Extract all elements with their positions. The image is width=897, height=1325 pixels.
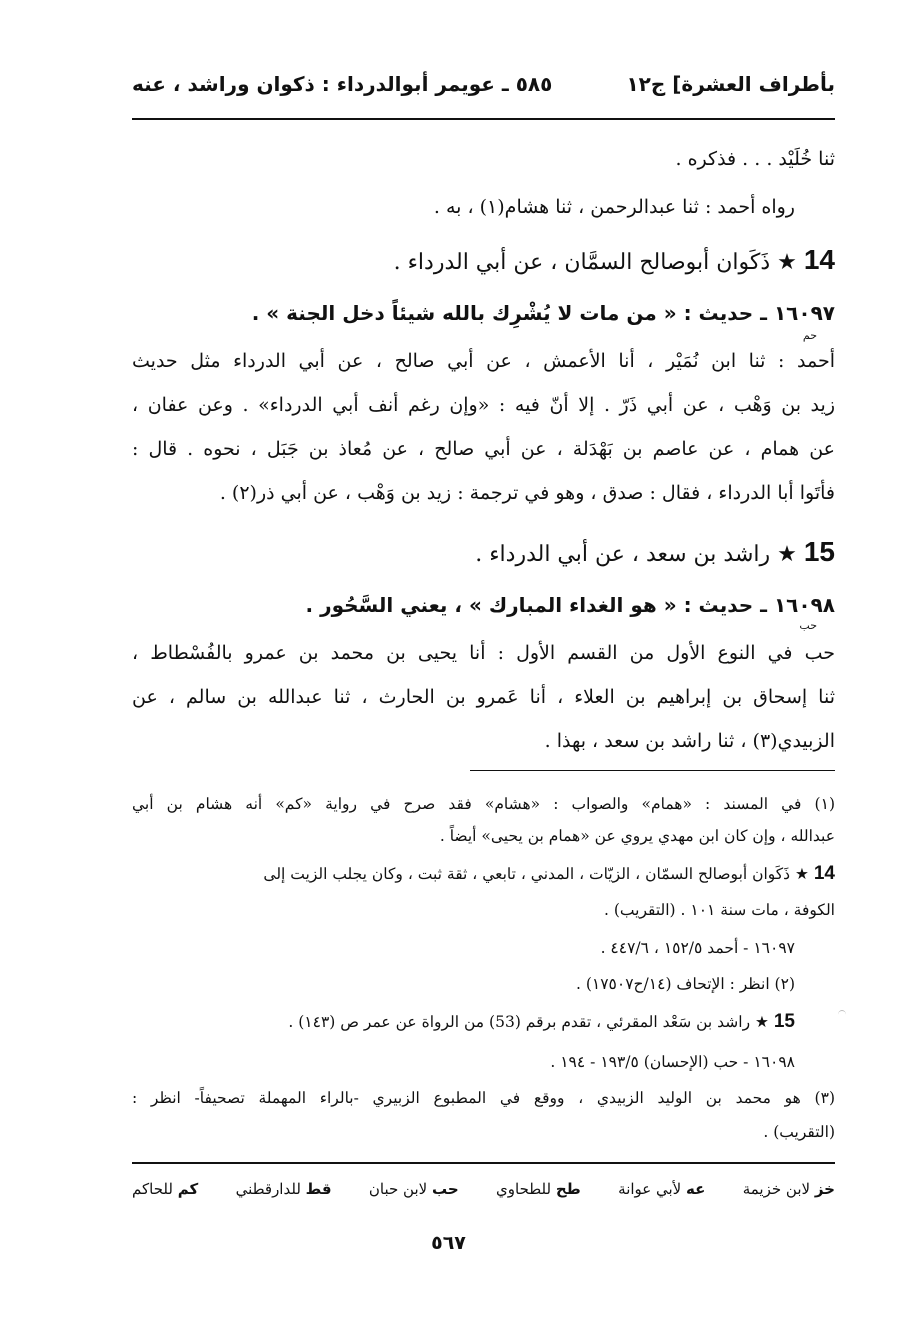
footnote-line: (التقريب) .: [763, 1123, 835, 1141]
siglum: حب: [799, 619, 817, 632]
footnote-separator: [470, 770, 835, 771]
footnote-line: الكوفة ، مات سنة ١٠١ . (التقريب) .: [604, 901, 835, 919]
text-line: أحمد : ثنا ابن نُمَيْر ، أنا الأعمش ، عن أبي صالح ، عن أبي الدرداء مثل حديث: [132, 350, 835, 372]
footnote-entry-14: [132, 860, 835, 890]
entry-number: 14: [803, 244, 835, 275]
header-rule: [132, 118, 835, 120]
footnote-line: ١٦٠٩٧ - أحمد ١٥٢/٥ ، ٤٤٧/٦ .: [600, 939, 795, 957]
footer-rule: [132, 1162, 835, 1164]
text-line: رواه أحمد : ثنا عبدالرحمن ، ثنا هشام(١) ، به .: [433, 196, 795, 218]
text-line: زيد بن وَهْب ، عن أبي ذَرّ . إلا أنّ فيه : «وإن رغم أنف أبي الدرداء» . وعن عفان ،: [132, 394, 835, 416]
footnote-line: (٢) انظر : الإتحاف (١٤/ح١٧٥٠٧) .: [576, 975, 795, 993]
narrator-entry-15: [132, 532, 835, 574]
entry-text: ★ ذَكَوان أبوصالح السمَّان ، عن أبي الدرداء .: [393, 250, 797, 275]
hadith-heading-16097: ١٦٠٩٧ ـ حديث : « من مات لا يُشْرِك بالله شيئاً دخل الجنة » .: [251, 301, 835, 325]
footnote-line: (٣) هو محمد بن الوليد الزبيدي ، ووقع في المطبوع الزبيري -بالراء المهملة تصحيفاً- انظر :: [132, 1089, 835, 1107]
text-line: ثنا إسحاق بن إبراهيم بن العلاء ، أنا عَمرو بن الحارث ، ثنا عبدالله بن سالم ، عن: [132, 686, 835, 708]
text-line: الزبيدي(٣) ، ثنا راشد بن سعد ، بهذا .: [544, 730, 835, 752]
footnote-entry-number: 15: [773, 1011, 795, 1032]
text-line: عن همام ، عن عاصم بن بَهْدَلة ، عن أبي صالح ، عن مُعاذ بن جَبَل ، نحوه . قال :: [132, 438, 835, 460]
footnote-entry-15: [132, 1008, 835, 1038]
text-line: حب في النوع الأول من القسم الأول : أنا يحيى بن محمد بن عمرو بالفُسْطاط ،: [132, 642, 835, 664]
scan-speck: [838, 1010, 846, 1019]
narrator-entry-14: [132, 240, 835, 282]
abbreviation-item: حب لابن حبان: [368, 1180, 459, 1198]
running-head-book-title: بأطراف العشرة] ج١٢: [626, 72, 835, 96]
footnote-entry-text: ★ راشد بن سَعْد المقرئي ، تقدم برقم (53) من الرواة عن عمر ص (١٤٣) .: [288, 1013, 769, 1031]
abbreviation-item: قط للدارقطني: [235, 1180, 332, 1198]
footnote-line: (١) في المسند : «همام» والصواب : «هشام» فقد صرح في رواية «كم» أنه هشام بن أبي: [132, 795, 835, 813]
footnote-line: ١٦٠٩٨ - حب (الإحسان) ١٩٣/٥ - ١٩٤ .: [550, 1053, 795, 1071]
entry-number: 15: [803, 536, 835, 567]
abbreviation-item: كم للحاكم: [132, 1180, 199, 1198]
running-head: [132, 72, 835, 106]
page-number: ٥٦٧: [431, 1232, 466, 1254]
entry-text: ★ راشد بن سعد ، عن أبي الدرداء .: [475, 542, 797, 567]
abbreviation-item: خز لابن خزيمة: [742, 1180, 835, 1198]
siglum: حم: [802, 329, 817, 342]
text-line: ثنا خُلَيْد . . . فذكره .: [675, 148, 835, 170]
footnote-entry-number: 14: [813, 863, 835, 884]
hadith-heading-16098: ١٦٠٩٨ ـ حديث : « هو الغداء المبارك » ، يعني السَّحُور .: [305, 593, 835, 617]
abbreviation-item: طح للطحاوي: [496, 1180, 581, 1198]
abbreviation-key: [132, 1180, 835, 1210]
running-head-section: ٥٨٥ ـ عويمر أبوالدرداء : ذكوان وراشد ، عنه: [132, 72, 553, 96]
footnote-line: عبدالله ، وإن كان ابن مهدي يروي عن «همام بن يحيى» أيضاً .: [439, 827, 835, 845]
text-line: فأتَوا أبا الدرداء ، فقال : صدق ، وهو في ترجمة : زيد بن وَهْب ، عن أبي ذر(٢) .: [219, 482, 835, 504]
abbreviation-item: عه لأبي عوانة: [618, 1180, 706, 1198]
footnote-entry-text: ★ ذَكَوان أبوصالح السمّان ، الزيّات ، المدني ، تابعي ، ثقة ثبت ، وكان يجلب الزيت إلى: [263, 865, 809, 883]
